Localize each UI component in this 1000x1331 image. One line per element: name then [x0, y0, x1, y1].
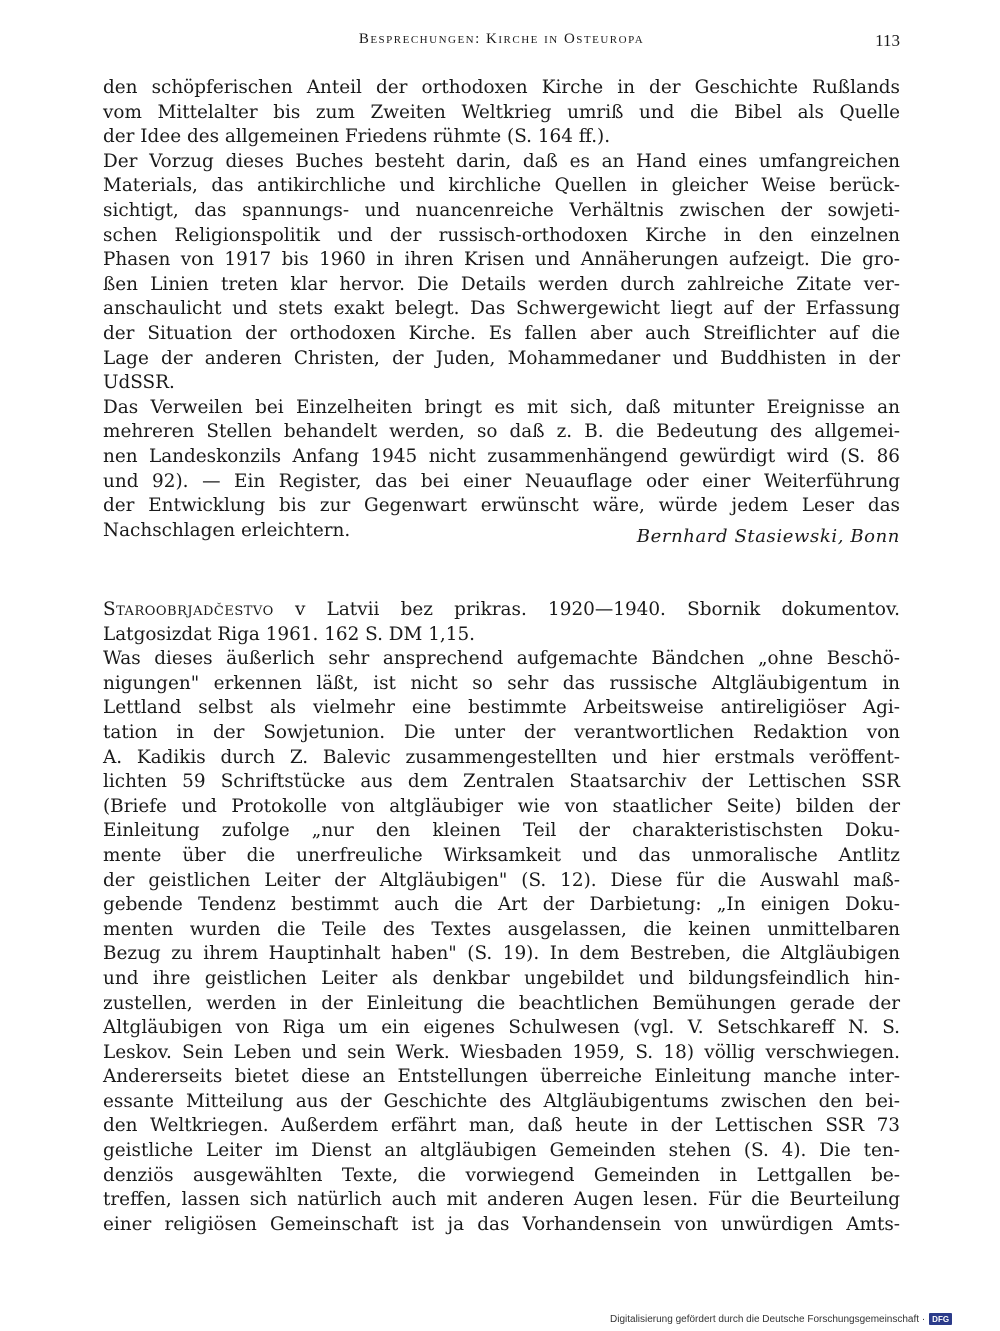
- review-2-text-line: Andererseits bietet diese an Entstellungen überreiche Einleitung manche inter-: [103, 1066, 900, 1088]
- review-1-text-line: Das Verweilen bei Einzelheiten bringt es mit sich, daß mitunter Ereignisse an: [103, 396, 900, 418]
- review-1-text-line: anschaulicht und stets exakt belegt. Das Schwergewicht liegt auf der Erfassung: [103, 298, 900, 320]
- review-1-text-line: und 92). — Ein Register, das bei einer Neuauflage oder einer Weiterführung: [103, 470, 900, 492]
- review-2-text-line: essante Mitteilung aus der Geschichte des Altgläubigentums zwischen den bei-: [103, 1090, 900, 1112]
- review-1-text-line: Der Vorzug dieses Buches besteht darin, daß es an Hand eines umfangreichen: [103, 150, 900, 172]
- review-2-body: [103, 598, 900, 1237]
- review-2-text-line: geistliche Leiter im Dienst an altgläubigen Gemeinden stehen (S. 4). Die ten-: [103, 1140, 900, 1162]
- review-1-text-line: ßen Linien treten klar hervor. Die Details werden durch zahlreiche Zitate ver-: [103, 273, 900, 295]
- page-number: 113: [875, 31, 900, 50]
- review-2-text-line: treffen, lassen sich natürlich auch mit anderen Augen lesen. Für die Beurteilung: [103, 1189, 900, 1211]
- review-2-text-line: A. Kadikis durch Z. Balevic zusammengestellten und hier erstmals veröffent-: [103, 746, 900, 768]
- review-1-text-line: Lage der anderen Christen, der Juden, Mohammedaner und Buddhisten in der: [103, 347, 900, 369]
- review-2-text-line: und ihre geistlichen Leiter als denkbar ungebildet und bildungsfeindlich hin-: [103, 967, 900, 989]
- footer-text: Digitalisierung gefördert durch die Deutsche Forschungsgemeinschaft ·: [610, 1313, 926, 1325]
- book-title-rest: v Latvii bez prikras. 1920—1940. Sbornik dokumentov.: [273, 599, 900, 620]
- review-1-text-line: nen Landeskonzils Anfang 1945 nicht zusammenhängend gewürdigt wird (S. 86: [103, 445, 900, 467]
- review-1-text-line: Phasen von 1917 bis 1960 in ihren Krisen und Annäherungen aufzeigt. Die gro-: [103, 249, 900, 271]
- digitization-footer: [610, 1311, 952, 1327]
- review-1-body: [103, 76, 900, 551]
- review-1-text-line: Materials, das antikirchliche und kirchliche Quellen in gleicher Weise berück-: [103, 175, 900, 197]
- review-2-text-line: einer religiösen Gemeinschaft ist ja das Vorhandensein von unwürdigen Amts-: [103, 1213, 900, 1235]
- review-2-text-line: lichten 59 Schriftstücke aus dem Zentralen Staatsarchiv der Lettischen SSR: [103, 771, 900, 793]
- review-2-text-line: Was dieses äußerlich sehr ansprechend aufgemachte Bändchen „ohne Beschö-: [103, 648, 900, 670]
- running-title: Besprechungen: Kirche in Osteuropa: [358, 31, 645, 47]
- dfg-logo-icon: DFG: [929, 1313, 952, 1325]
- review-2-text-line: mente über die unerfreuliche Wirksamkeit und das unmoralische Antlitz: [103, 844, 900, 866]
- review-1-text-line: vom Mittelalter bis zum Zweiten Weltkrieg umriß und die Bibel als Quelle: [103, 101, 900, 123]
- review-2-text-line: nigungen" erkennen läßt, ist nicht so sehr das russische Altgläubigentum in: [103, 672, 900, 694]
- review-2-text-line: Altgläubigen von Riga um ein eigenes Schulwesen (vgl. V. Setschkareff N. S.: [103, 1017, 900, 1039]
- reviewer-signature: Bernhard Stasiewski, Bonn: [636, 525, 900, 547]
- running-header: [103, 31, 900, 53]
- review-2-text-line: Lettland selbst als vielmehr eine bestimmte Arbeitsweise antireligiöser Agi-: [103, 697, 900, 719]
- review-1-text-line: der Situation der orthodoxen Kirche. Es fallen aber auch Streiflichter auf die: [103, 322, 900, 344]
- closing-text: Nachschlagen erleichtern.: [103, 519, 351, 541]
- review-1-text-line: UdSSR.: [103, 372, 175, 394]
- review-2-text-line: den Weltkriegen. Außerdem erfährt man, daß heute in der Lettischen SSR 73: [103, 1115, 900, 1137]
- review-1-text-line: den schöpferischen Anteil der orthodoxen Kirche in der Geschichte Rußlands: [103, 77, 900, 98]
- review-2-text-line: menten wurden die Teile des Textes ausgelassen, die keinen unmittelbaren: [103, 918, 900, 940]
- review-2-text-line: (Briefe und Protokolle von altgläubiger wie von staatlicher Seite) bilden der: [103, 795, 900, 817]
- review-1-text-line: sichtigt, das spannungs- und nuancenreiche Verhältnis zwischen der sowjeti-: [103, 199, 900, 221]
- review-1-text-line: schen Religionspolitik und der russisch-orthodoxen Kirche in den einzelnen: [103, 224, 900, 246]
- review-2-text-line: gebende Tendenz bestimmt auch die Art der Darbietung: „In einigen Doku-: [103, 894, 900, 916]
- review-2-title-line-2: Latgosizdat Riga 1961. 162 S. DM 1,15.: [103, 623, 475, 645]
- review-1-closing: [103, 519, 900, 551]
- review-2-text-line: zustellen, werden in der Einleitung die beachtlichen Bemühungen gerade der: [103, 992, 900, 1014]
- review-2-text-line: Bezug zu ihrem Hauptinhalt haben" (S. 19). In dem Bestreben, die Altgläubigen: [103, 943, 900, 965]
- review-2-text-line: denziös ausgewählten Texte, die vorwiegend Gemeinden in Lettgallen be-: [103, 1164, 900, 1186]
- review-1-text-line: der Entwicklung bis zur Gegenwart erwünscht wäre, würde jedem Leser das: [103, 495, 900, 517]
- review-2-text-line: der geistlichen Leiter der Altgläubigen" (S. 12). Diese für die Auswahl maß-: [103, 869, 900, 891]
- review-2-text-line: tation in der Sowjetunion. Die unter der verantwortlichen Redaktion von: [103, 721, 900, 743]
- review-2-title-line-1: [103, 598, 900, 623]
- review-2-text-line: Einleitung zufolge „nur den kleinen Teil der charakteristischsten Doku-: [103, 820, 900, 842]
- review-1-text-line: mehreren Stellen behandelt werden, so daß z. B. die Bedeutung des allgemei-: [103, 421, 900, 443]
- review-2-text-line: Leskov. Sein Leben und sein Werk. Wiesbaden 1959, S. 18) völlig verschwiegen.: [103, 1041, 900, 1063]
- review-1-text-line: der Idee des allgemeinen Friedens rühmte (S. 164 ff.).: [103, 126, 611, 148]
- book-title-smallcaps: Staroobrjadčestvo: [103, 599, 274, 620]
